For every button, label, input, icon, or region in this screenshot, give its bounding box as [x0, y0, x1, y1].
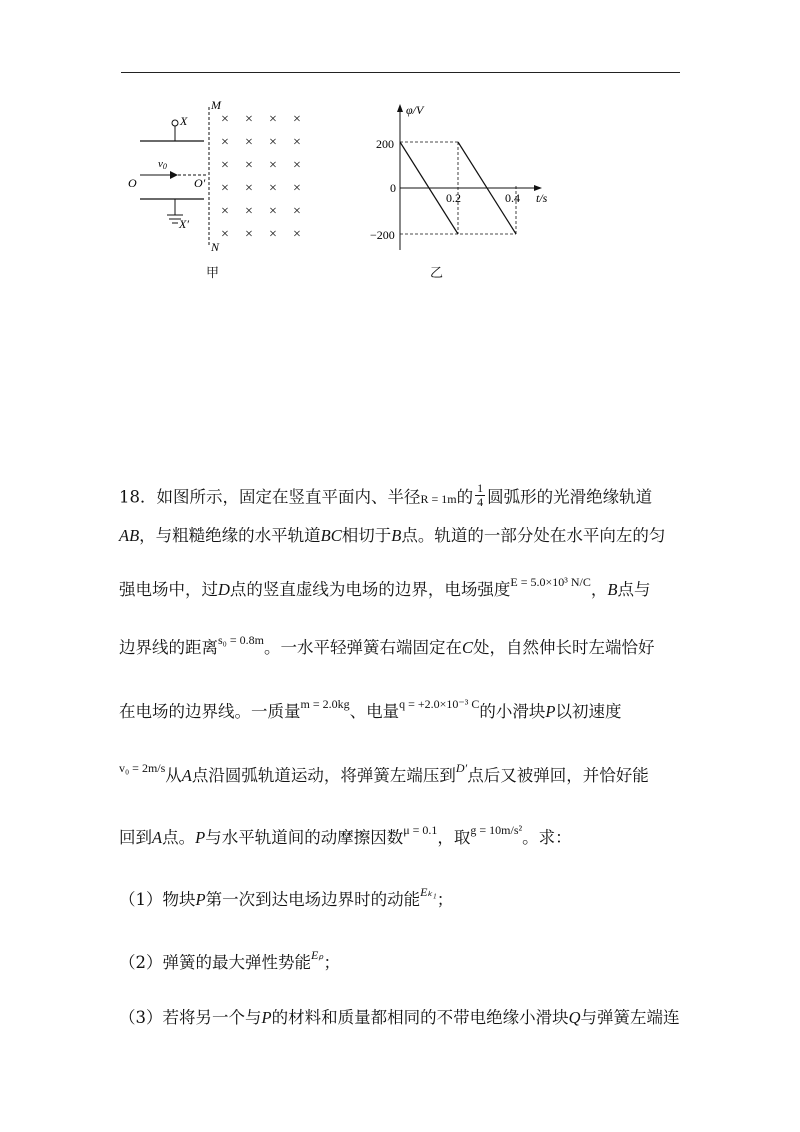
figure-jia — [120, 95, 320, 260]
question-line-2: AB，与粗糙绝缘的水平轨道BC相切于B点。轨道的一部分处在水平向左的匀 — [119, 526, 666, 545]
svg-text:×: × — [269, 227, 277, 242]
x-axis-label: t/s — [536, 191, 548, 205]
svg-text:×: × — [293, 181, 301, 196]
label-o-prime: O′ — [194, 176, 206, 190]
eq-mass: m = 2.0kg — [300, 697, 350, 711]
tick-y-0: 0 — [390, 181, 396, 195]
figure-yi-chart — [360, 100, 560, 260]
eq-ek1: Eₖ₁ — [420, 885, 437, 899]
svg-text:×: × — [245, 181, 253, 196]
terminal-x — [172, 120, 178, 126]
tick-y-200: 200 — [376, 137, 394, 151]
label-v0: v0 — [158, 158, 167, 171]
caption-yi: 乙 — [430, 266, 444, 281]
label-m: M — [211, 98, 221, 112]
eq-ep: Eₚ — [311, 948, 324, 962]
svg-text:×: × — [245, 135, 253, 150]
svg-text:×: × — [269, 181, 277, 196]
label-x: X — [180, 114, 188, 128]
label-n: N — [211, 240, 220, 254]
svg-text:×: × — [245, 112, 253, 127]
question-line-5: 在电场的边界线。一质量m = 2.0kg、电量q = +2.0×10⁻³ C的小滑块P以初速度 — [119, 697, 622, 721]
question-line-6: v₀ = 2m/s从A点沿圆弧轨道运动，将弹簧左端压到D′点后又被弹回，并恰好能 — [119, 761, 649, 785]
svg-text:×: × — [221, 181, 229, 196]
eq-initial-velocity: v₀ = 2m/s — [119, 761, 166, 775]
svg-text:×: × — [221, 227, 229, 242]
velocity-arrow — [170, 171, 178, 179]
svg-text:×: × — [293, 158, 301, 173]
fraction-quarter: $\frac{1}{4}$ — [477, 481, 484, 509]
question-line-3: 强电场中，过D点的竖直虚线为电场的边界，电场强度E = 5.0×10³ N/C，B点与 — [119, 575, 651, 599]
svg-text:×: × — [293, 135, 301, 150]
label-o: O — [128, 176, 137, 190]
tick-x-0.2: 0.2 — [446, 191, 461, 205]
question-line-1: 18．如图所示，固定在竖直平面内、半径R = 1m的 $\frac{1}{4}$ 圆弧形的光滑绝缘轨道 — [119, 481, 653, 509]
svg-text:×: × — [293, 204, 301, 219]
label-x-prime: X′ — [179, 217, 189, 231]
y-axis-label: φ/V — [406, 103, 424, 117]
tick-y-neg200: −200 — [370, 228, 395, 242]
magnetic-field-crosses — [221, 112, 301, 242]
svg-text:×: × — [293, 227, 301, 242]
svg-text:×: × — [293, 112, 301, 127]
question-item-2: （2）弹簧的最大弹性势能Eₚ； — [119, 948, 340, 972]
point-d-prime: D′ — [455, 761, 468, 775]
question-line-4: 边界线的距离s₀ = 0.8m。一水平轻弹簧右端固定在C处，自然伸长时左端恰好 — [119, 633, 655, 657]
svg-text:×: × — [245, 227, 253, 242]
eq-field-strength: E = 5.0×10³ N/C — [510, 575, 591, 589]
question-item-1: （1）物块P第一次到达电场边界时的动能Eₖ₁； — [119, 885, 454, 909]
svg-text:×: × — [269, 135, 277, 150]
eq-distance: s₀ = 0.8m — [218, 633, 264, 647]
eq-charge: q = +2.0×10⁻³ C — [399, 697, 480, 711]
eq-friction: μ = 0.1 — [403, 823, 438, 837]
svg-text:×: × — [221, 204, 229, 219]
header-rule — [121, 72, 680, 73]
svg-text:×: × — [245, 204, 253, 219]
question-line-7: 回到A点。P与水平轨道间的动摩擦因数μ = 0.1，取g = 10m/s²。求： — [119, 823, 572, 847]
svg-text:×: × — [269, 158, 277, 173]
svg-text:×: × — [245, 158, 253, 173]
svg-text:×: × — [269, 204, 277, 219]
svg-text:×: × — [269, 112, 277, 127]
eq-gravity: g = 10m/s² — [470, 823, 523, 837]
caption-jia: 甲 — [206, 266, 220, 281]
svg-text:×: × — [221, 158, 229, 173]
svg-text:×: × — [221, 112, 229, 127]
svg-text:×: × — [221, 135, 229, 150]
question-item-3: （3）若将另一个与P的材料和质量都相同的不带电绝缘小滑块Q与弹簧左端连 — [119, 1008, 680, 1027]
eq-radius: R = 1m — [420, 491, 457, 506]
tick-x-0.4: 0.4 — [505, 191, 520, 205]
